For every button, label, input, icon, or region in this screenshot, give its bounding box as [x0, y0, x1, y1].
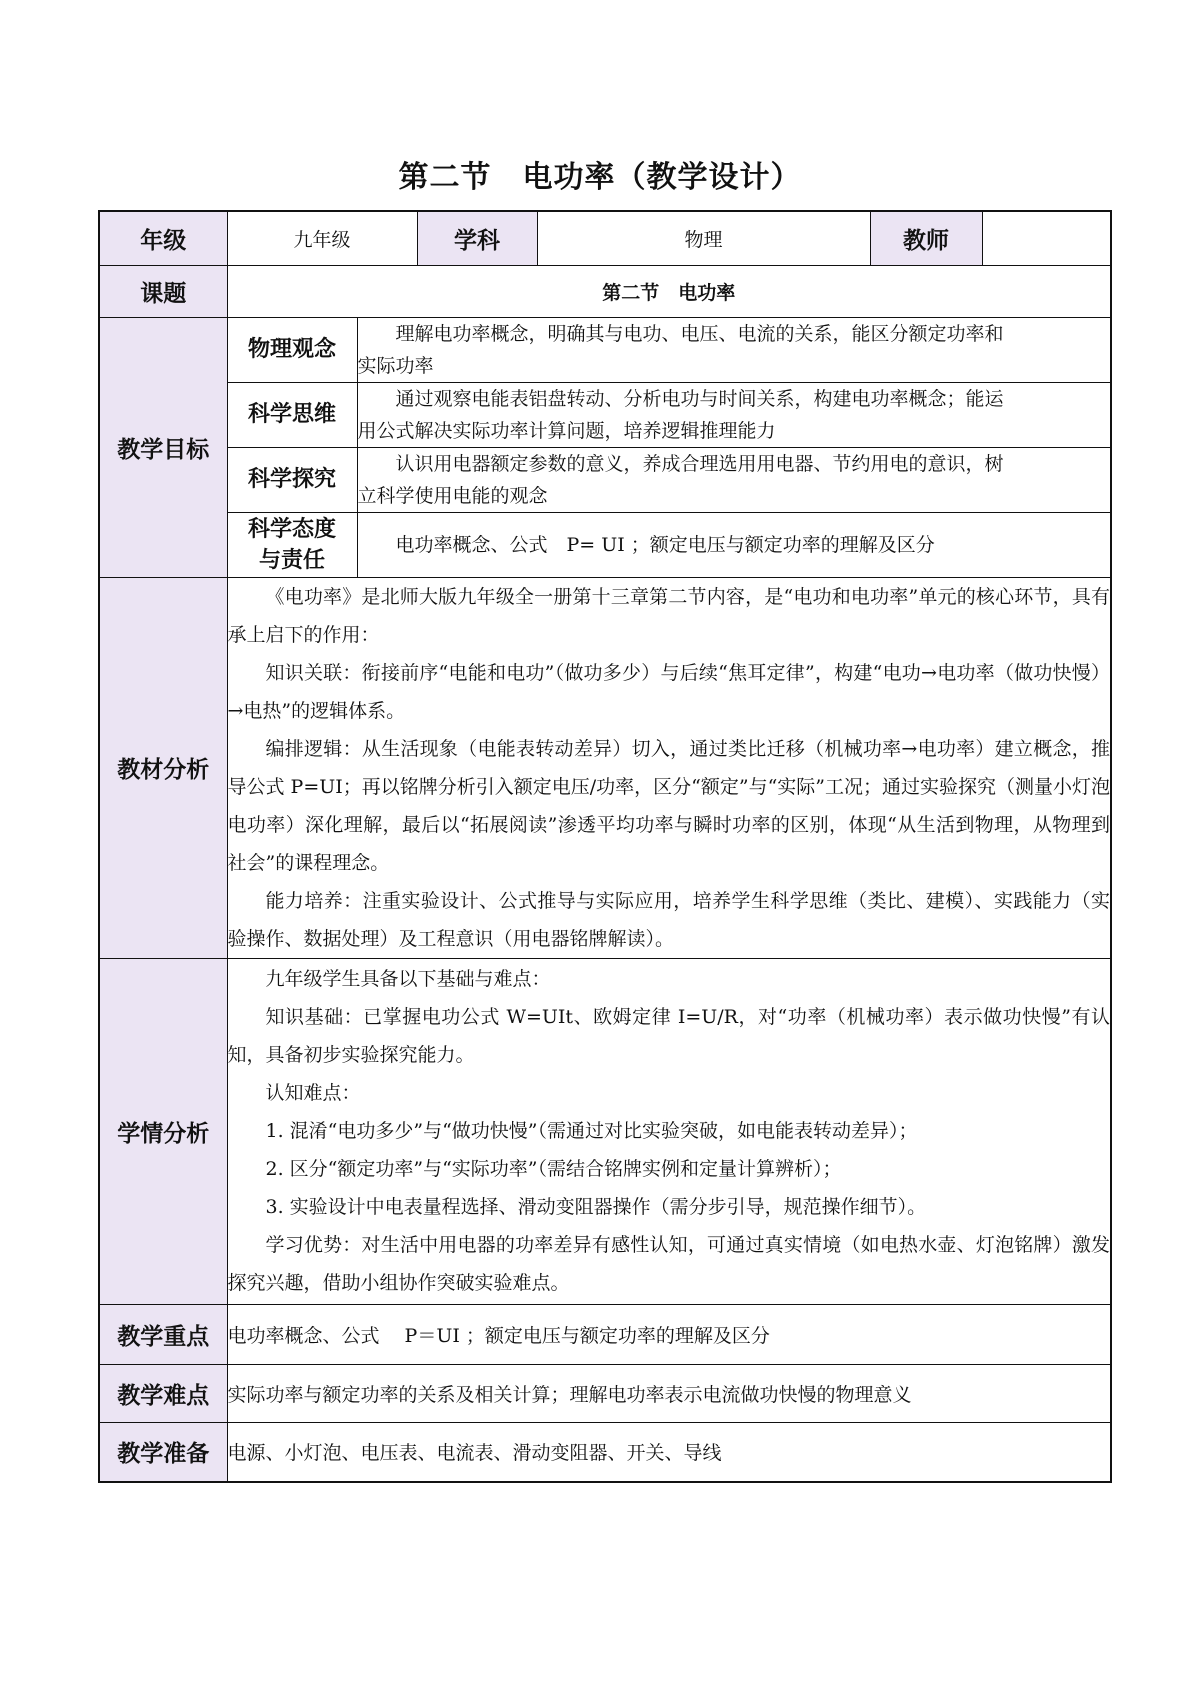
page-title: 第二节 电功率（教学设计） — [398, 160, 802, 195]
topic-value: 第二节 电功率 — [227, 265, 1111, 317]
objective-text-line: 认识用电器额定参数的意义，养成合理选用用电器、节约用电的意识，树 — [395, 452, 1004, 475]
teacher-value — [982, 211, 1111, 265]
objective-row — [99, 382, 1111, 447]
material-analysis-label: 教材分析 — [99, 577, 227, 958]
objective-text-line: 理解电功率概念，明确其与电功、电压、电流的关系，能区分额定功率和 — [395, 322, 1004, 345]
objective-text-line: 电功率概念、公式 P= UI ；额定电压与额定功率的理解及区分 — [395, 533, 935, 556]
objective-text-line: 立科学使用电能的观念 — [357, 484, 548, 507]
objective-row — [99, 447, 1111, 512]
subject-value: 物理 — [537, 211, 870, 265]
objective-text-line: 通过观察电能表铝盘转动、分析电功与时间关系，构建电功率概念；能运 — [395, 387, 1004, 410]
paragraph: 学习优势：对生活中用电器的功率差异有感性认知，可通过真实情境（如电热水壶、灯泡铭牌）激发探究兴趣，借助小组协作突破实验难点。 — [227, 1234, 1111, 1294]
objective-text-line: 用公式解决实际功率计算问题，培养逻辑推理能力 — [357, 419, 776, 442]
material-analysis-row — [99, 577, 1111, 958]
objective-text-line: 实际功率 — [357, 354, 434, 377]
material-analysis-text — [227, 577, 1111, 958]
topic-label: 课题 — [99, 265, 227, 317]
objective-row — [99, 317, 1111, 382]
paragraph: 知识关联：衔接前序“电能和电功”（做功多少）与后续“焦耳定律”，构建“电功→电功率（做功快慢）→电热”的逻辑体系。 — [227, 661, 1111, 722]
paragraph: 2. 区分“额定功率”与“实际功率”（需结合铭牌实例和定量计算辨析）； — [265, 1158, 842, 1180]
grade-value: 九年级 — [227, 211, 417, 265]
preparation-label: 教学准备 — [99, 1422, 227, 1482]
preparation-text: 电源、小灯泡、电压表、电流表、滑动变阻器、开关、导线 — [227, 1422, 1111, 1482]
paragraph: 九年级学生具备以下基础与难点： — [265, 968, 551, 990]
paragraph: 《电功率》是北师大版九年级全一册第十三章第二节内容，是“电功和电功率”单元的核心环节，具有承上启下的作用： — [227, 585, 1111, 646]
difficulties-text: 实际功率与额定功率的关系及相关计算；理解电功率表示电流做功快慢的物理意义 — [227, 1364, 1111, 1422]
paragraph: 认知难点： — [265, 1082, 361, 1104]
objective-text — [357, 382, 1111, 447]
paragraph: 能力培养：注重实验设计、公式推导与实际应用，培养学生科学思维（类比、建模）、实践能力（实验操作、数据处理）及工程意识（用电器铭牌解读）。 — [227, 889, 1111, 950]
preparation-row — [99, 1422, 1111, 1482]
objective-text — [357, 512, 1111, 577]
subject-label: 学科 — [417, 211, 537, 265]
objective-label-line: 与责任 — [258, 547, 325, 573]
objectives-label: 教学目标 — [99, 317, 227, 577]
topic-row — [99, 265, 1111, 317]
objective-label-line: 科学态度 — [247, 516, 336, 542]
objective-label: 科学探究 — [227, 447, 357, 512]
grade-label: 年级 — [99, 211, 227, 265]
paragraph: 3. 实验设计中电表量程选择、滑动变阻器操作（需分步引导，规范操作细节）。 — [265, 1196, 927, 1218]
objective-label — [227, 512, 357, 577]
objective-label: 物理观念 — [227, 317, 357, 382]
header-row — [99, 211, 1111, 265]
lesson-plan-table — [98, 210, 1112, 1483]
objective-row — [99, 512, 1111, 577]
key-points-text: 电功率概念、公式 P＝UI ；额定电压与额定功率的理解及区分 — [227, 1304, 1111, 1364]
student-analysis-row — [99, 958, 1111, 1304]
paragraph: 1. 混淆“电功多少”与“做功快慢”（需通过对比实验突破，如电能表转动差异）； — [265, 1120, 918, 1142]
difficulties-row — [99, 1364, 1111, 1422]
difficulties-label: 教学难点 — [99, 1364, 227, 1422]
student-analysis-text — [227, 958, 1111, 1304]
teacher-label: 教师 — [870, 211, 982, 265]
key-points-row — [99, 1304, 1111, 1364]
paragraph: 知识基础：已掌握电功公式 W=UIt、欧姆定律 I=U/R，对“功率（机械功率）表示做功快慢”有认知，具备初步实验探究能力。 — [227, 1006, 1111, 1066]
paragraph: 编排逻辑：从生活现象（电能表转动差异）切入，通过类比迁移（机械功率→电功率）建立概念，推导公式 P=UI；再以铭牌分析引入额定电压/功率，区分“额定”与“实际”工况；通过实验探究（测量小灯泡电功率）深化理解，最后以“拓展阅读”渗透平均功率与瞬时功率的区别，体现“从生活到物理，从物理到社会”的课程理念。 — [227, 737, 1111, 874]
objective-label: 科学思维 — [227, 382, 357, 447]
key-points-label: 教学重点 — [99, 1304, 227, 1364]
objective-text — [357, 317, 1111, 382]
objective-text — [357, 447, 1111, 512]
student-analysis-label: 学情分析 — [99, 958, 227, 1304]
